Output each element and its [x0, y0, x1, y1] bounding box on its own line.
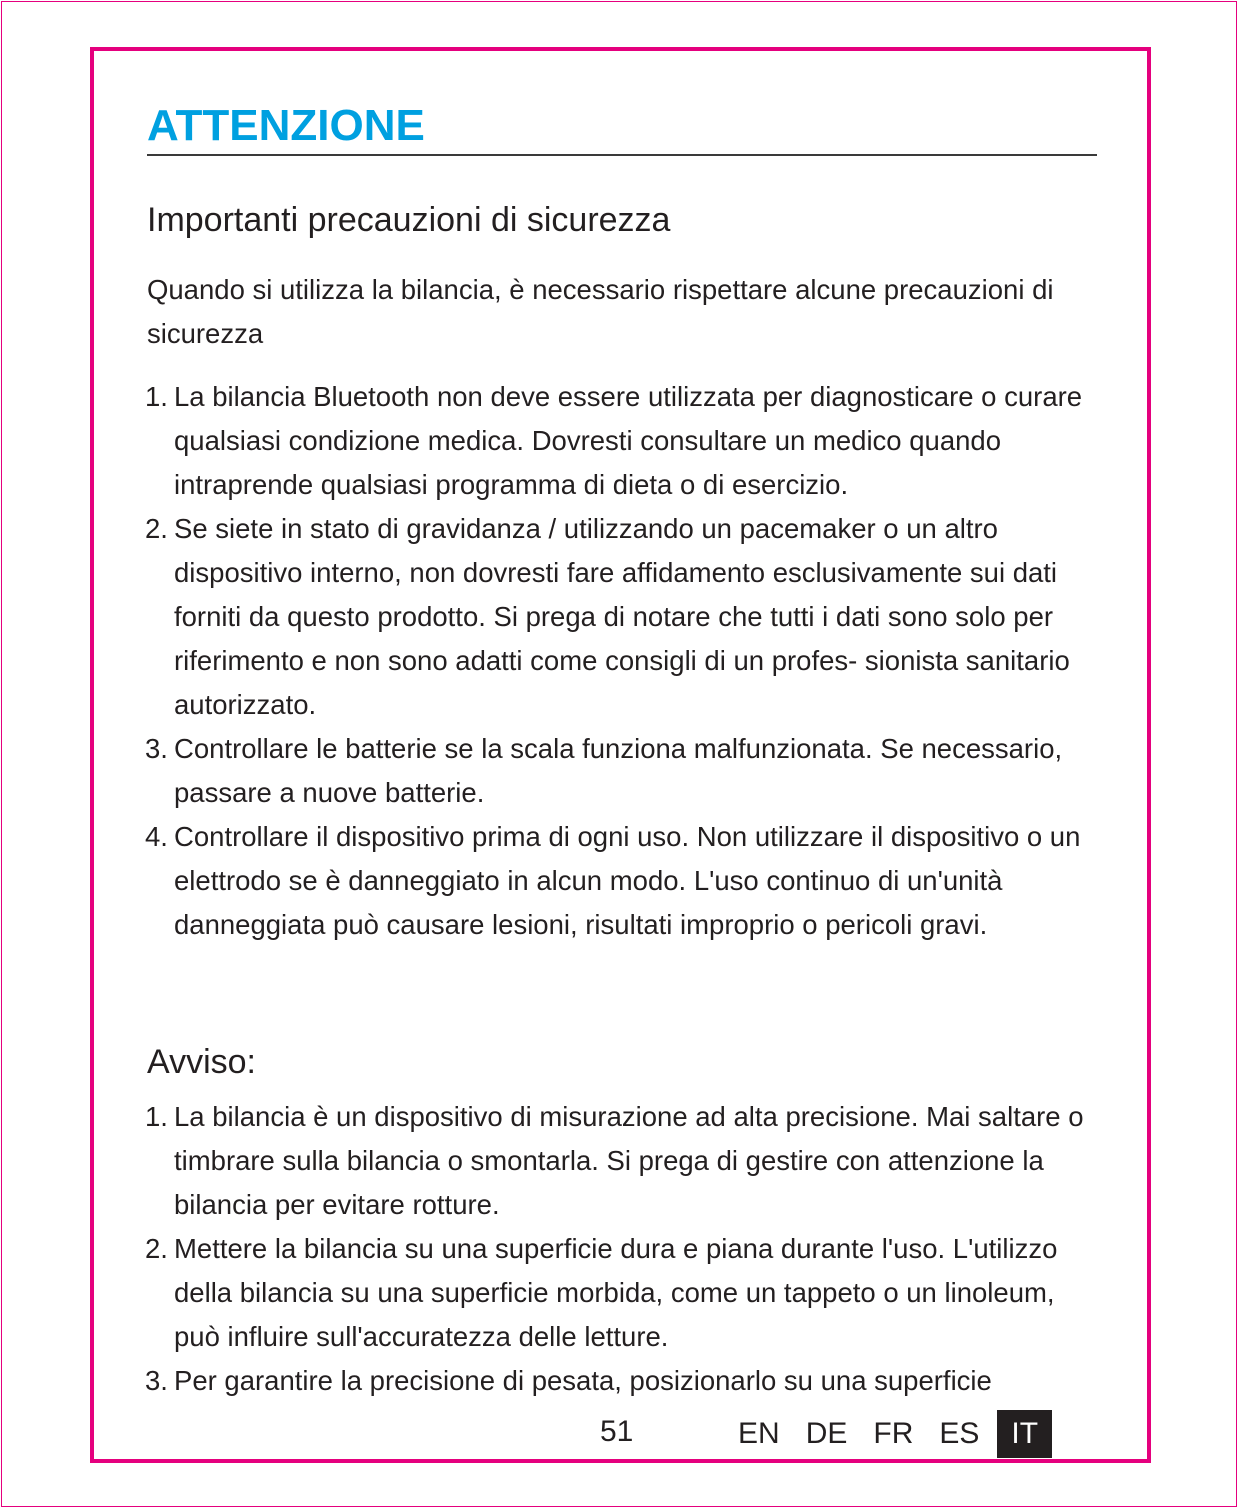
list-item	[145, 1359, 1105, 1403]
list-item	[145, 1227, 1105, 1359]
language-tab-de[interactable]: DE	[805, 1417, 848, 1450]
title-divider	[147, 154, 1097, 156]
list-text: La bilancia è un dispositivo di misurazione ad alta precisione. Mai saltare o timbrare sulla bilancia o smontarla. Si prega di gestire con attenzione la bilancia per evitare rotture.	[174, 1101, 1084, 1220]
list-text: Per garantire la precisione di pesata, posizionarlo su una superficie	[174, 1365, 992, 1396]
list-text: Controllare le batterie se la scala funziona malfunzionata. Se necessario, passare a nuove batterie.	[174, 733, 1063, 808]
list-number: 3.	[145, 733, 168, 764]
safety-list	[145, 375, 1105, 947]
safety-intro: Quando si utilizza la bilancia, è necessario rispettare alcune precauzioni di sicurezza	[147, 274, 1054, 349]
list-number: 2.	[145, 1233, 168, 1264]
language-tab-fr[interactable]: FR	[873, 1417, 914, 1450]
language-tab-en[interactable]: EN	[738, 1417, 780, 1450]
list-text: Mettere la bilancia su una superficie dura e piana durante l'uso. L'utilizzo della bilancia su una superficie morbida, come un tappeto o un linoleum, può influire sull'accuratezza delle letture.	[174, 1233, 1058, 1352]
notice-list	[145, 1095, 1105, 1403]
notice-heading: Avviso:	[147, 1043, 256, 1081]
list-number: 4.	[145, 821, 168, 852]
list-item	[145, 1095, 1105, 1227]
language-tabs	[730, 1410, 1052, 1458]
language-tab-it[interactable]: IT	[997, 1410, 1052, 1458]
list-item	[145, 815, 1105, 947]
list-text: Controllare il dispositivo prima di ogni uso. Non utilizzare il dispositivo o un elettrodo se è danneggiato in alcun modo. L'uso continuo di un'unità danneggiata può causare lesioni, risultati improprio o pericoli gravi.	[174, 821, 1081, 940]
list-number: 1.	[145, 381, 168, 412]
list-text: La bilancia Bluetooth non deve essere utilizzata per diagnosticare o curare qualsiasi condizione medica. Dovresti consultare un medico quando intraprende qualsiasi programma di dieta o di esercizio.	[174, 381, 1083, 500]
list-text: Se siete in stato di gravidanza / utilizzando un pacemaker o un altro dispositivo interno, non dovresti fare affidamento esclusivamente sui dati forniti da questo prodotto. Si prega di notare che tutti i dati sono solo per riferimento e non sono adatti come consigli di un profes- sionista sanitario autorizzato.	[174, 513, 1070, 720]
list-number: 2.	[145, 513, 168, 544]
language-tab-es[interactable]: ES	[939, 1417, 980, 1450]
list-item	[145, 727, 1105, 815]
list-item	[145, 507, 1105, 727]
safety-heading: Importanti precauzioni di sicurezza	[147, 201, 671, 239]
list-item	[145, 375, 1105, 507]
list-number: 3.	[145, 1365, 168, 1396]
page-title: ATTENZIONE	[147, 101, 425, 150]
list-number: 1.	[145, 1101, 168, 1132]
page-number: 51	[600, 1415, 634, 1448]
